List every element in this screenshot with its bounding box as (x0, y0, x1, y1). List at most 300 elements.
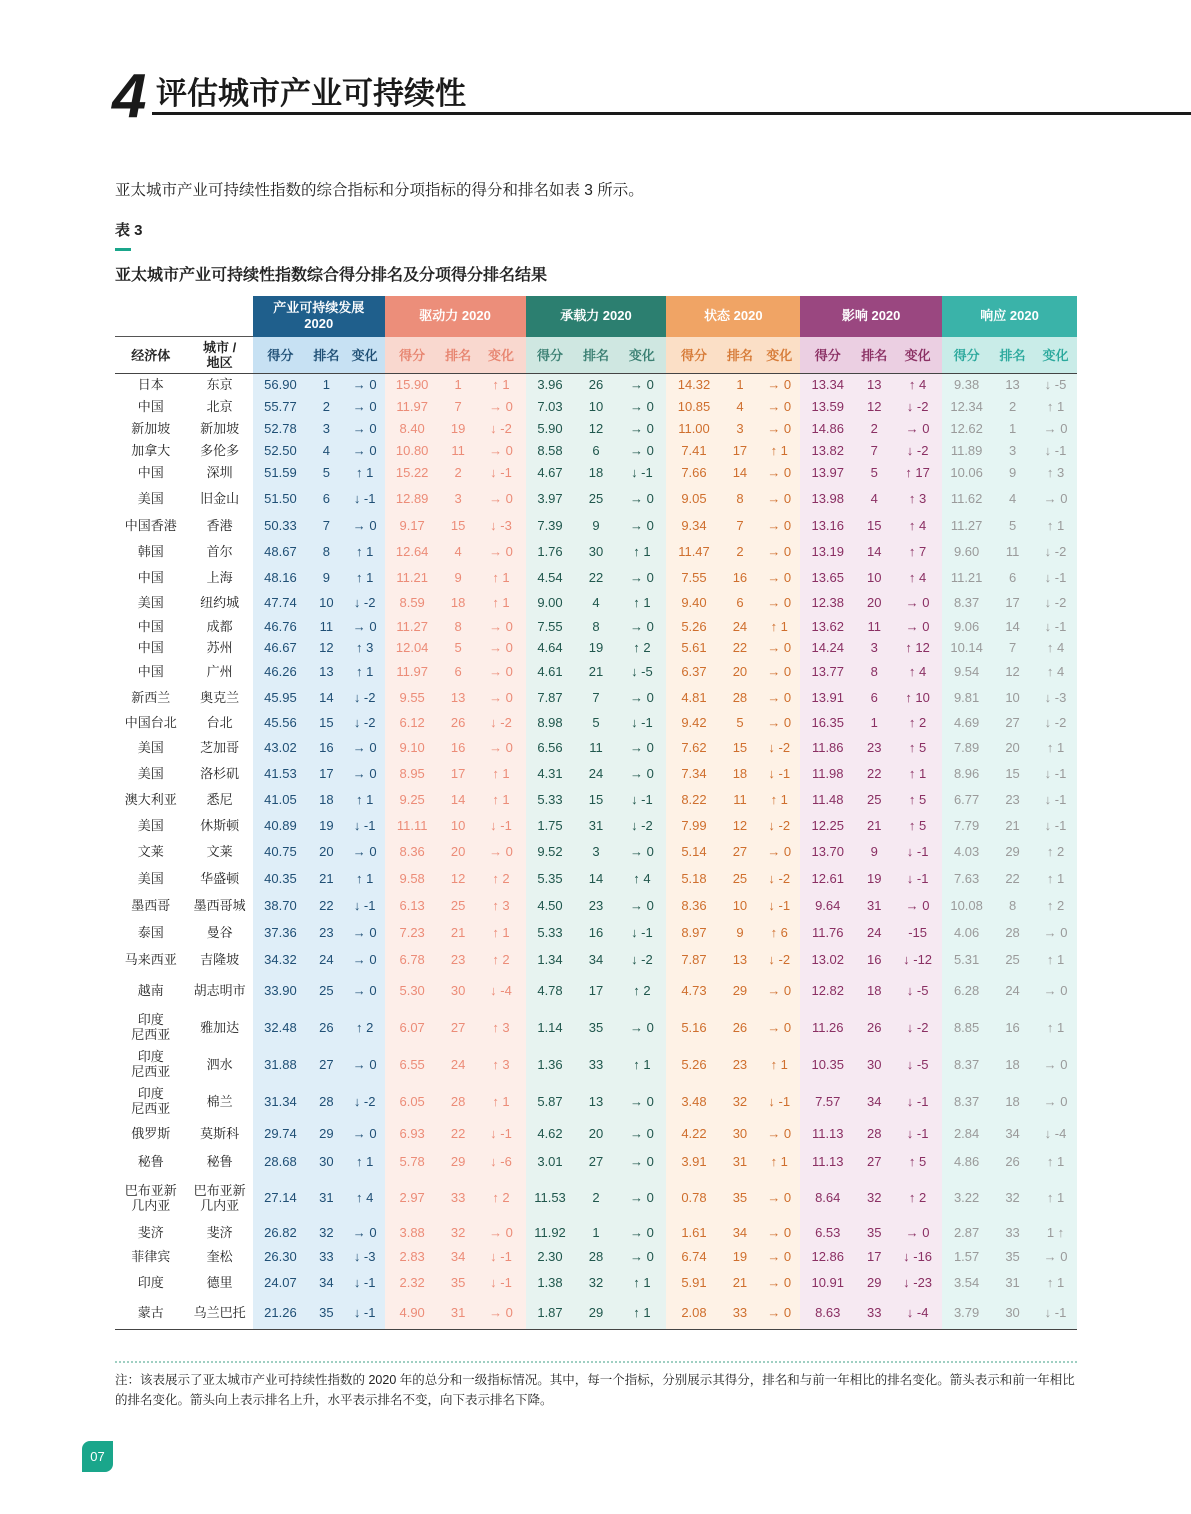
rank-cell: 23 (991, 787, 1034, 813)
economy-cell: 美国 (137, 766, 164, 781)
change-cell: → 0 (617, 761, 666, 787)
rank-cell: 29 (440, 1148, 477, 1175)
change-cell: → 0 (758, 637, 800, 659)
rank-cell: 24 (722, 616, 759, 637)
rank-cell: 21 (991, 813, 1034, 839)
score-cell: 6.12 (385, 711, 440, 735)
rank-cell: 24 (575, 761, 618, 787)
rank-cell: 31 (308, 1175, 345, 1221)
rank-cell: 1 (855, 711, 893, 735)
change-cell: ↑ 2 (476, 946, 525, 973)
city-cell: 深圳 (206, 465, 233, 480)
score-cell: 12.62 (942, 418, 991, 440)
score-cell: 13.62 (800, 616, 855, 637)
rank-cell: 17 (308, 761, 345, 787)
economy-cell: 印度 尼西亚 (131, 1086, 171, 1116)
rank-cell: 30 (440, 973, 477, 1009)
rank-cell: 17 (855, 1245, 893, 1269)
rank-cell: 34 (575, 946, 618, 973)
score-cell: 8.98 (526, 711, 575, 735)
change-cell: ↓ -1 (1034, 761, 1077, 787)
economy-cell: 印度 尼西亚 (131, 1012, 171, 1042)
score-cell: 14.86 (800, 418, 855, 440)
rank-cell: 33 (575, 1046, 618, 1083)
change-cell: ↑ 4 (893, 659, 942, 685)
rank-cell: 32 (855, 1175, 893, 1221)
change-cell: ↓ -1 (345, 1297, 385, 1330)
change-cell: → 0 (617, 1175, 666, 1221)
score-cell: 11.97 (385, 659, 440, 685)
economy-cell: 美国 (137, 740, 164, 755)
rank-cell: 3 (722, 418, 759, 440)
change-cell: → 0 (476, 659, 525, 685)
score-cell: 5.61 (666, 637, 721, 659)
change-cell: ↑ 1 (1034, 396, 1077, 418)
rank-cell: 3 (440, 484, 477, 514)
rank-cell: 28 (308, 1083, 345, 1120)
score-cell: 2.08 (666, 1297, 721, 1330)
rank-cell: 31 (440, 1297, 477, 1330)
change-cell: ↑ 2 (1034, 892, 1077, 919)
column-header-rank: 排名 (308, 337, 345, 374)
score-cell: 4.61 (526, 659, 575, 685)
change-cell: ↓ -16 (893, 1245, 942, 1269)
change-cell: ↓ -1 (345, 1269, 385, 1297)
rank-cell: 22 (440, 1120, 477, 1148)
score-cell: 11.86 (800, 735, 855, 761)
city-cell: 墨西哥城 (193, 897, 246, 913)
score-cell: 46.76 (253, 616, 308, 637)
score-cell: 5.26 (666, 616, 721, 637)
change-cell: ↓ -2 (758, 813, 800, 839)
column-header-change: 变化 (345, 337, 385, 374)
change-cell: ↑ 1 (1034, 1009, 1077, 1046)
change-cell: ↑ 1 (758, 616, 800, 637)
rank-cell: 22 (575, 566, 618, 590)
rank-cell: 7 (991, 637, 1034, 659)
city-cell: 香港 (206, 518, 233, 533)
change-cell: → 0 (758, 973, 800, 1009)
rank-cell: 14 (575, 865, 618, 892)
rank-cell: 27 (722, 839, 759, 865)
change-cell: ↑ 1 (476, 761, 525, 787)
column-header-city (186, 337, 252, 374)
change-cell: → 0 (1034, 1245, 1077, 1269)
rank-cell: 27 (440, 1009, 477, 1046)
rank-cell: 28 (855, 1120, 893, 1148)
rank-cell: 18 (991, 1046, 1034, 1083)
change-cell: ↓ -3 (476, 514, 525, 538)
score-cell: 1.36 (526, 1046, 575, 1083)
score-cell: 4.67 (526, 462, 575, 484)
change-cell: → 0 (345, 1221, 385, 1245)
table-row (115, 1009, 1077, 1046)
change-cell: → 0 (345, 1120, 385, 1148)
score-cell: 6.78 (385, 946, 440, 973)
column-header-change: 变化 (893, 337, 942, 374)
score-cell: 55.77 (253, 396, 308, 418)
score-cell: 9.06 (942, 616, 991, 637)
score-cell: 6.93 (385, 1120, 440, 1148)
score-cell: 2.84 (942, 1120, 991, 1148)
change-cell: ↓ -1 (617, 462, 666, 484)
score-cell: 12.86 (800, 1245, 855, 1269)
city-cell: 雅加达 (200, 1019, 240, 1035)
rank-cell: 30 (991, 1297, 1034, 1330)
score-cell: 9.40 (666, 590, 721, 616)
change-cell: ↓ -3 (345, 1245, 385, 1269)
score-cell: 13.02 (800, 946, 855, 973)
change-cell: ↓ -2 (617, 946, 666, 973)
change-cell: → 0 (758, 685, 800, 711)
change-cell: → 0 (617, 484, 666, 514)
change-cell: ↓ -2 (617, 813, 666, 839)
score-cell: 13.34 (800, 374, 855, 396)
city-cell: 东京 (206, 377, 233, 393)
score-cell: 1.38 (526, 1269, 575, 1297)
change-cell: → 0 (617, 735, 666, 761)
score-cell: 9.58 (385, 865, 440, 892)
economy-cell: 新西兰 (131, 690, 171, 705)
rank-cell: 19 (308, 813, 345, 839)
change-cell: ↓ -1 (893, 839, 942, 865)
rank-cell: 35 (440, 1269, 477, 1297)
score-cell: 5.35 (526, 865, 575, 892)
change-cell: ↑ 1 (1034, 735, 1077, 761)
score-cell: 33.90 (253, 973, 308, 1009)
city-cell: 成都 (206, 618, 233, 634)
change-cell: ↑ 6 (758, 919, 800, 946)
change-cell: → 0 (476, 538, 525, 566)
rank-cell: 6 (722, 590, 759, 616)
score-cell: 5.33 (526, 787, 575, 813)
score-cell: 11.62 (942, 484, 991, 514)
change-cell: → 0 (758, 374, 800, 396)
score-cell: 8.95 (385, 761, 440, 787)
table-row (115, 1245, 1077, 1269)
change-cell: ↑ 1 (1034, 514, 1077, 538)
table-row (115, 973, 1077, 1009)
rank-cell: 32 (991, 1175, 1034, 1221)
rank-cell: 12 (440, 865, 477, 892)
rank-cell: 12 (991, 659, 1034, 685)
score-cell: 6.74 (666, 1245, 721, 1269)
city-cell: 台北 (206, 715, 233, 730)
change-cell: ↑ 3 (345, 637, 385, 659)
change-cell: ↓ -12 (893, 946, 942, 973)
rank-cell: 8 (991, 892, 1034, 919)
score-cell: 3.97 (526, 484, 575, 514)
score-cell: 5.14 (666, 839, 721, 865)
rank-cell: 3 (991, 440, 1034, 462)
change-cell: ↑ 4 (345, 1175, 385, 1221)
change-cell: ↓ -1 (758, 1083, 800, 1120)
table-row (115, 1175, 1077, 1221)
score-cell: 11.53 (526, 1175, 575, 1221)
column-header-rank: 排名 (855, 337, 893, 374)
table-row (115, 538, 1077, 566)
economy-cell: 中国 (137, 465, 164, 480)
rank-cell: 11 (991, 538, 1034, 566)
change-cell: ↑ 2 (345, 1009, 385, 1046)
economy-cell: 美国 (137, 491, 164, 506)
score-cell: 6.28 (942, 973, 991, 1009)
rank-cell: 5 (440, 637, 477, 659)
table-row (115, 946, 1077, 973)
rank-cell: 35 (991, 1245, 1034, 1269)
rank-cell: 20 (855, 590, 893, 616)
rank-cell: 35 (575, 1009, 618, 1046)
rank-cell: 2 (308, 396, 345, 418)
score-cell: 5.91 (666, 1269, 721, 1297)
rank-cell: 34 (440, 1245, 477, 1269)
change-cell: → 0 (1034, 919, 1077, 946)
table-row (115, 1120, 1077, 1148)
score-cell: 9.81 (942, 685, 991, 711)
rank-cell: 34 (855, 1083, 893, 1120)
change-cell: ↑ 1 (1034, 946, 1077, 973)
rank-cell: 4 (722, 396, 759, 418)
score-cell: 4.31 (526, 761, 575, 787)
change-cell: ↓ -1 (476, 1269, 525, 1297)
score-cell: 15.22 (385, 462, 440, 484)
rank-cell: 11 (575, 735, 618, 761)
score-cell: 10.80 (385, 440, 440, 462)
score-cell: 26.82 (253, 1221, 308, 1245)
rank-cell: 8 (722, 484, 759, 514)
economy-cell: 中国 (137, 640, 164, 655)
rank-cell: 2 (855, 418, 893, 440)
change-cell: ↑ 4 (893, 566, 942, 590)
change-cell: → 0 (617, 1221, 666, 1245)
economy-cell: 秘鲁 (137, 1153, 164, 1169)
rank-cell: 13 (440, 685, 477, 711)
column-header-score: 得分 (800, 337, 855, 374)
change-cell: ↑ 1 (758, 440, 800, 462)
score-cell: 14.24 (800, 637, 855, 659)
score-cell: 10.85 (666, 396, 721, 418)
change-cell: → 0 (617, 514, 666, 538)
change-cell: ↑ 2 (893, 1175, 942, 1221)
economy-cell: 斐济 (137, 1225, 164, 1240)
rank-cell: 6 (575, 440, 618, 462)
rank-cell: 35 (855, 1221, 893, 1245)
economy-cell: 马来西亚 (124, 951, 177, 967)
rank-cell: 21 (440, 919, 477, 946)
change-cell: → 0 (617, 1009, 666, 1046)
change-cell: ↓ -1 (617, 787, 666, 813)
change-cell: ↓ -1 (476, 813, 525, 839)
change-cell: ↑ 17 (893, 462, 942, 484)
rank-cell: 6 (440, 659, 477, 685)
table-row (115, 865, 1077, 892)
score-cell: 16.35 (800, 711, 855, 735)
rank-cell: 19 (855, 865, 893, 892)
score-cell: 40.35 (253, 865, 308, 892)
change-cell: ↓ -1 (1034, 787, 1077, 813)
table-row (115, 787, 1077, 813)
change-cell: → 0 (345, 973, 385, 1009)
city-cell: 芝加哥 (200, 740, 240, 755)
score-cell: 8.96 (942, 761, 991, 787)
score-cell: 1.61 (666, 1221, 721, 1245)
rank-cell: 25 (722, 865, 759, 892)
city-cell: 新加坡 (200, 421, 240, 436)
change-cell: ↓ -4 (1034, 1120, 1077, 1148)
score-cell: 4.86 (942, 1148, 991, 1175)
score-cell: 1.87 (526, 1297, 575, 1330)
change-cell: ↑ 1 (476, 919, 525, 946)
economy-cell: 中国 (137, 618, 164, 634)
city-cell: 奎松 (206, 1249, 233, 1264)
score-cell: 8.37 (942, 1046, 991, 1083)
chapter-number: 4 (112, 62, 145, 131)
rank-cell: 4 (440, 538, 477, 566)
score-cell: 41.53 (253, 761, 308, 787)
table-row (115, 813, 1077, 839)
score-cell: 6.37 (666, 659, 721, 685)
rank-cell: 34 (991, 1120, 1034, 1148)
score-cell: 9.00 (526, 590, 575, 616)
score-cell: 4.22 (666, 1120, 721, 1148)
column-header-score: 得分 (666, 337, 721, 374)
change-cell: ↓ -1 (617, 711, 666, 735)
city-cell: 乌兰巴托 (186, 1297, 252, 1330)
economy-cell: 加拿大 (131, 443, 171, 458)
change-cell: → 0 (617, 566, 666, 590)
score-cell: 5.31 (942, 946, 991, 973)
rank-cell: 1 (440, 374, 477, 396)
change-cell: → 0 (476, 637, 525, 659)
score-cell: 7.62 (666, 735, 721, 761)
score-cell: 11.89 (942, 440, 991, 462)
change-cell: → 0 (617, 892, 666, 919)
change-cell: ↑ 2 (476, 1175, 525, 1221)
score-cell: 12.34 (942, 396, 991, 418)
score-cell: 13.59 (800, 396, 855, 418)
rank-cell: 34 (722, 1221, 759, 1245)
change-cell: → 0 (476, 616, 525, 637)
change-cell: → 0 (617, 1148, 666, 1175)
rank-cell: 33 (308, 1245, 345, 1269)
rank-cell: 21 (855, 813, 893, 839)
score-cell: 2.97 (385, 1175, 440, 1221)
score-cell: 11.21 (385, 566, 440, 590)
rank-cell: 11 (722, 787, 759, 813)
score-cell: 6.13 (385, 892, 440, 919)
score-cell: 4.06 (942, 919, 991, 946)
change-cell: → 0 (893, 590, 942, 616)
change-cell: ↓ -2 (758, 735, 800, 761)
change-cell: ↑ 4 (893, 374, 942, 396)
change-cell: → 0 (758, 590, 800, 616)
change-cell: ↑ 1 (345, 787, 385, 813)
score-cell: 24.07 (253, 1269, 308, 1297)
score-cell: 4.54 (526, 566, 575, 590)
rank-cell: 13 (855, 374, 893, 396)
economy-cell: 中国 (137, 664, 164, 679)
rank-cell: 24 (440, 1046, 477, 1083)
score-cell: 11.00 (666, 418, 721, 440)
economy-cell: 菲律宾 (131, 1249, 171, 1264)
table-row (115, 761, 1077, 787)
score-cell: 11.27 (385, 616, 440, 637)
score-cell: 10.08 (942, 892, 991, 919)
rank-cell: 11 (308, 616, 345, 637)
rank-cell: 2 (722, 538, 759, 566)
rank-cell: 4 (575, 590, 618, 616)
score-cell: 11.48 (800, 787, 855, 813)
change-cell: → 0 (476, 440, 525, 462)
score-cell: 9.34 (666, 514, 721, 538)
change-cell: ↑ 1 (345, 1148, 385, 1175)
score-cell: 4.03 (942, 839, 991, 865)
score-cell: 7.23 (385, 919, 440, 946)
score-cell: 32.48 (253, 1009, 308, 1046)
change-cell: → 0 (758, 566, 800, 590)
score-cell: 4.69 (942, 711, 991, 735)
change-cell: ↑ 5 (893, 787, 942, 813)
score-cell: 4.50 (526, 892, 575, 919)
change-cell: → 0 (345, 735, 385, 761)
change-cell: ↓ -1 (1034, 813, 1077, 839)
rank-cell: 14 (991, 616, 1034, 637)
change-cell: ↓ -1 (345, 813, 385, 839)
city-cell: 苏州 (206, 640, 233, 655)
group-header-row (115, 296, 1077, 337)
change-cell: ↑ 1 (617, 1046, 666, 1083)
rank-cell: 5 (991, 514, 1034, 538)
rank-cell: 26 (308, 1009, 345, 1046)
rank-cell: 17 (722, 440, 759, 462)
column-header-score: 得分 (942, 337, 991, 374)
rank-cell: 16 (308, 735, 345, 761)
rank-cell: 13 (575, 1083, 618, 1120)
rank-cell: 18 (575, 462, 618, 484)
change-cell: ↓ -2 (1034, 711, 1077, 735)
score-cell: 3.91 (666, 1148, 721, 1175)
table-row (115, 1046, 1077, 1083)
score-cell: 9.25 (385, 787, 440, 813)
score-cell: 13.91 (800, 685, 855, 711)
rank-cell: 22 (308, 892, 345, 919)
change-cell: ↑ 3 (893, 484, 942, 514)
score-cell: 1.14 (526, 1009, 575, 1046)
change-cell: → 0 (758, 418, 800, 440)
chapter-title: 评估城市产业可持续性 (156, 76, 466, 111)
score-cell: 47.74 (253, 590, 308, 616)
change-cell: → 0 (345, 440, 385, 462)
score-cell: 13.97 (800, 462, 855, 484)
change-cell: ↑ 2 (617, 637, 666, 659)
rank-cell: 31 (855, 892, 893, 919)
score-cell: 13.82 (800, 440, 855, 462)
column-header-score: 得分 (385, 337, 440, 374)
change-cell: → 0 (617, 1245, 666, 1269)
table-row (115, 374, 1077, 396)
score-cell: 8.97 (666, 919, 721, 946)
score-cell: 8.36 (385, 839, 440, 865)
change-cell: ↑ 1 (476, 787, 525, 813)
rank-cell: 11 (855, 616, 893, 637)
score-cell: 50.33 (253, 514, 308, 538)
score-cell: 11.21 (942, 566, 991, 590)
score-cell: 12.38 (800, 590, 855, 616)
score-cell: 48.16 (253, 566, 308, 590)
table-row (115, 659, 1077, 685)
change-cell: ↓ -1 (345, 484, 385, 514)
score-cell: 8.63 (800, 1297, 855, 1330)
